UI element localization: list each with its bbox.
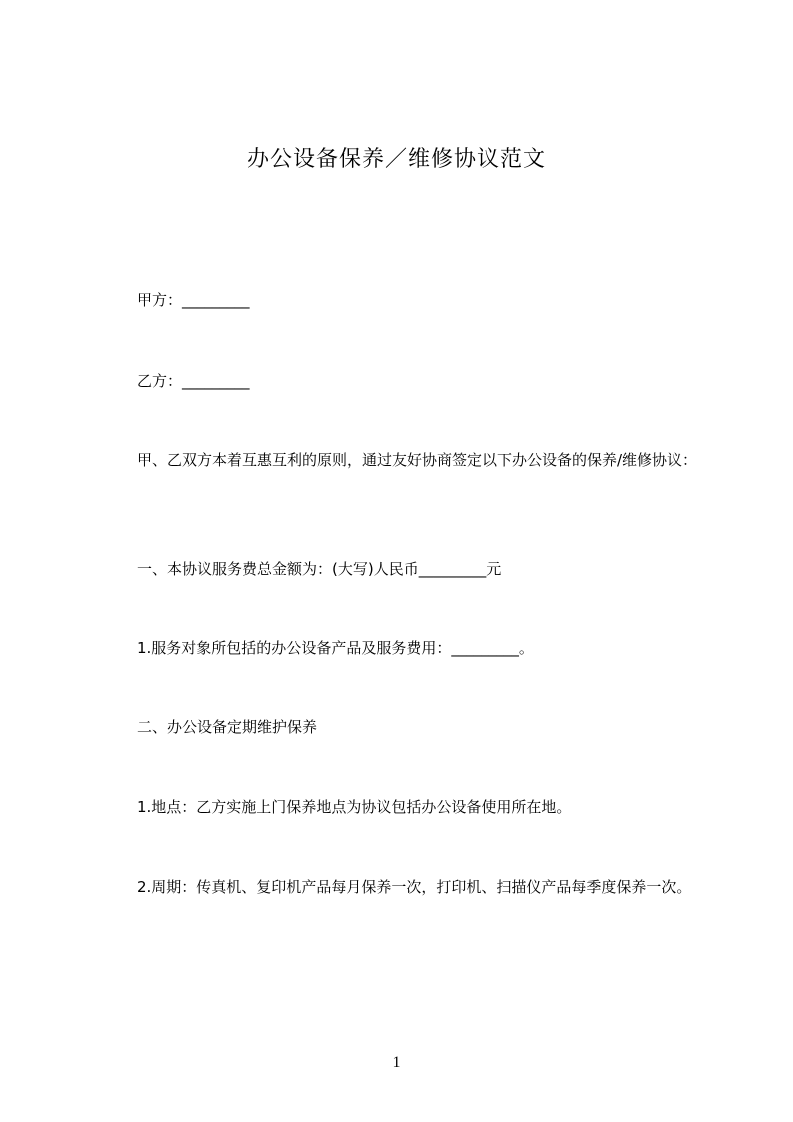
preamble-paragraph: 甲、乙双方本着互惠互利的原则，通过友好协商签定以下办公设备的保养/维修协议： [137,451,698,469]
clause-2-1: 1.地点：乙方实施上门保养地点为协议包括办公设备使用所在地。 [137,798,572,816]
page-number: 1 [392,1054,401,1071]
document-title: 办公设备保养／维修协议范文 [246,147,546,172]
party-b-line: 乙方：_________ [137,372,250,390]
section-1-heading: 一、本协议服务费总金额为：(大写)人民币_________元 [137,560,502,578]
section-2-heading: 二、办公设备定期维护保养 [137,718,318,736]
party-a-line: 甲方：_________ [137,291,250,309]
clause-2-2: 2.周期：传真机、复印机产品每月保养一次，打印机、扫描仪产品每季度保养一次。 [137,878,692,896]
clause-1-1: 1.服务对象所包括的办公设备产品及服务费用：_________。 [137,639,534,657]
